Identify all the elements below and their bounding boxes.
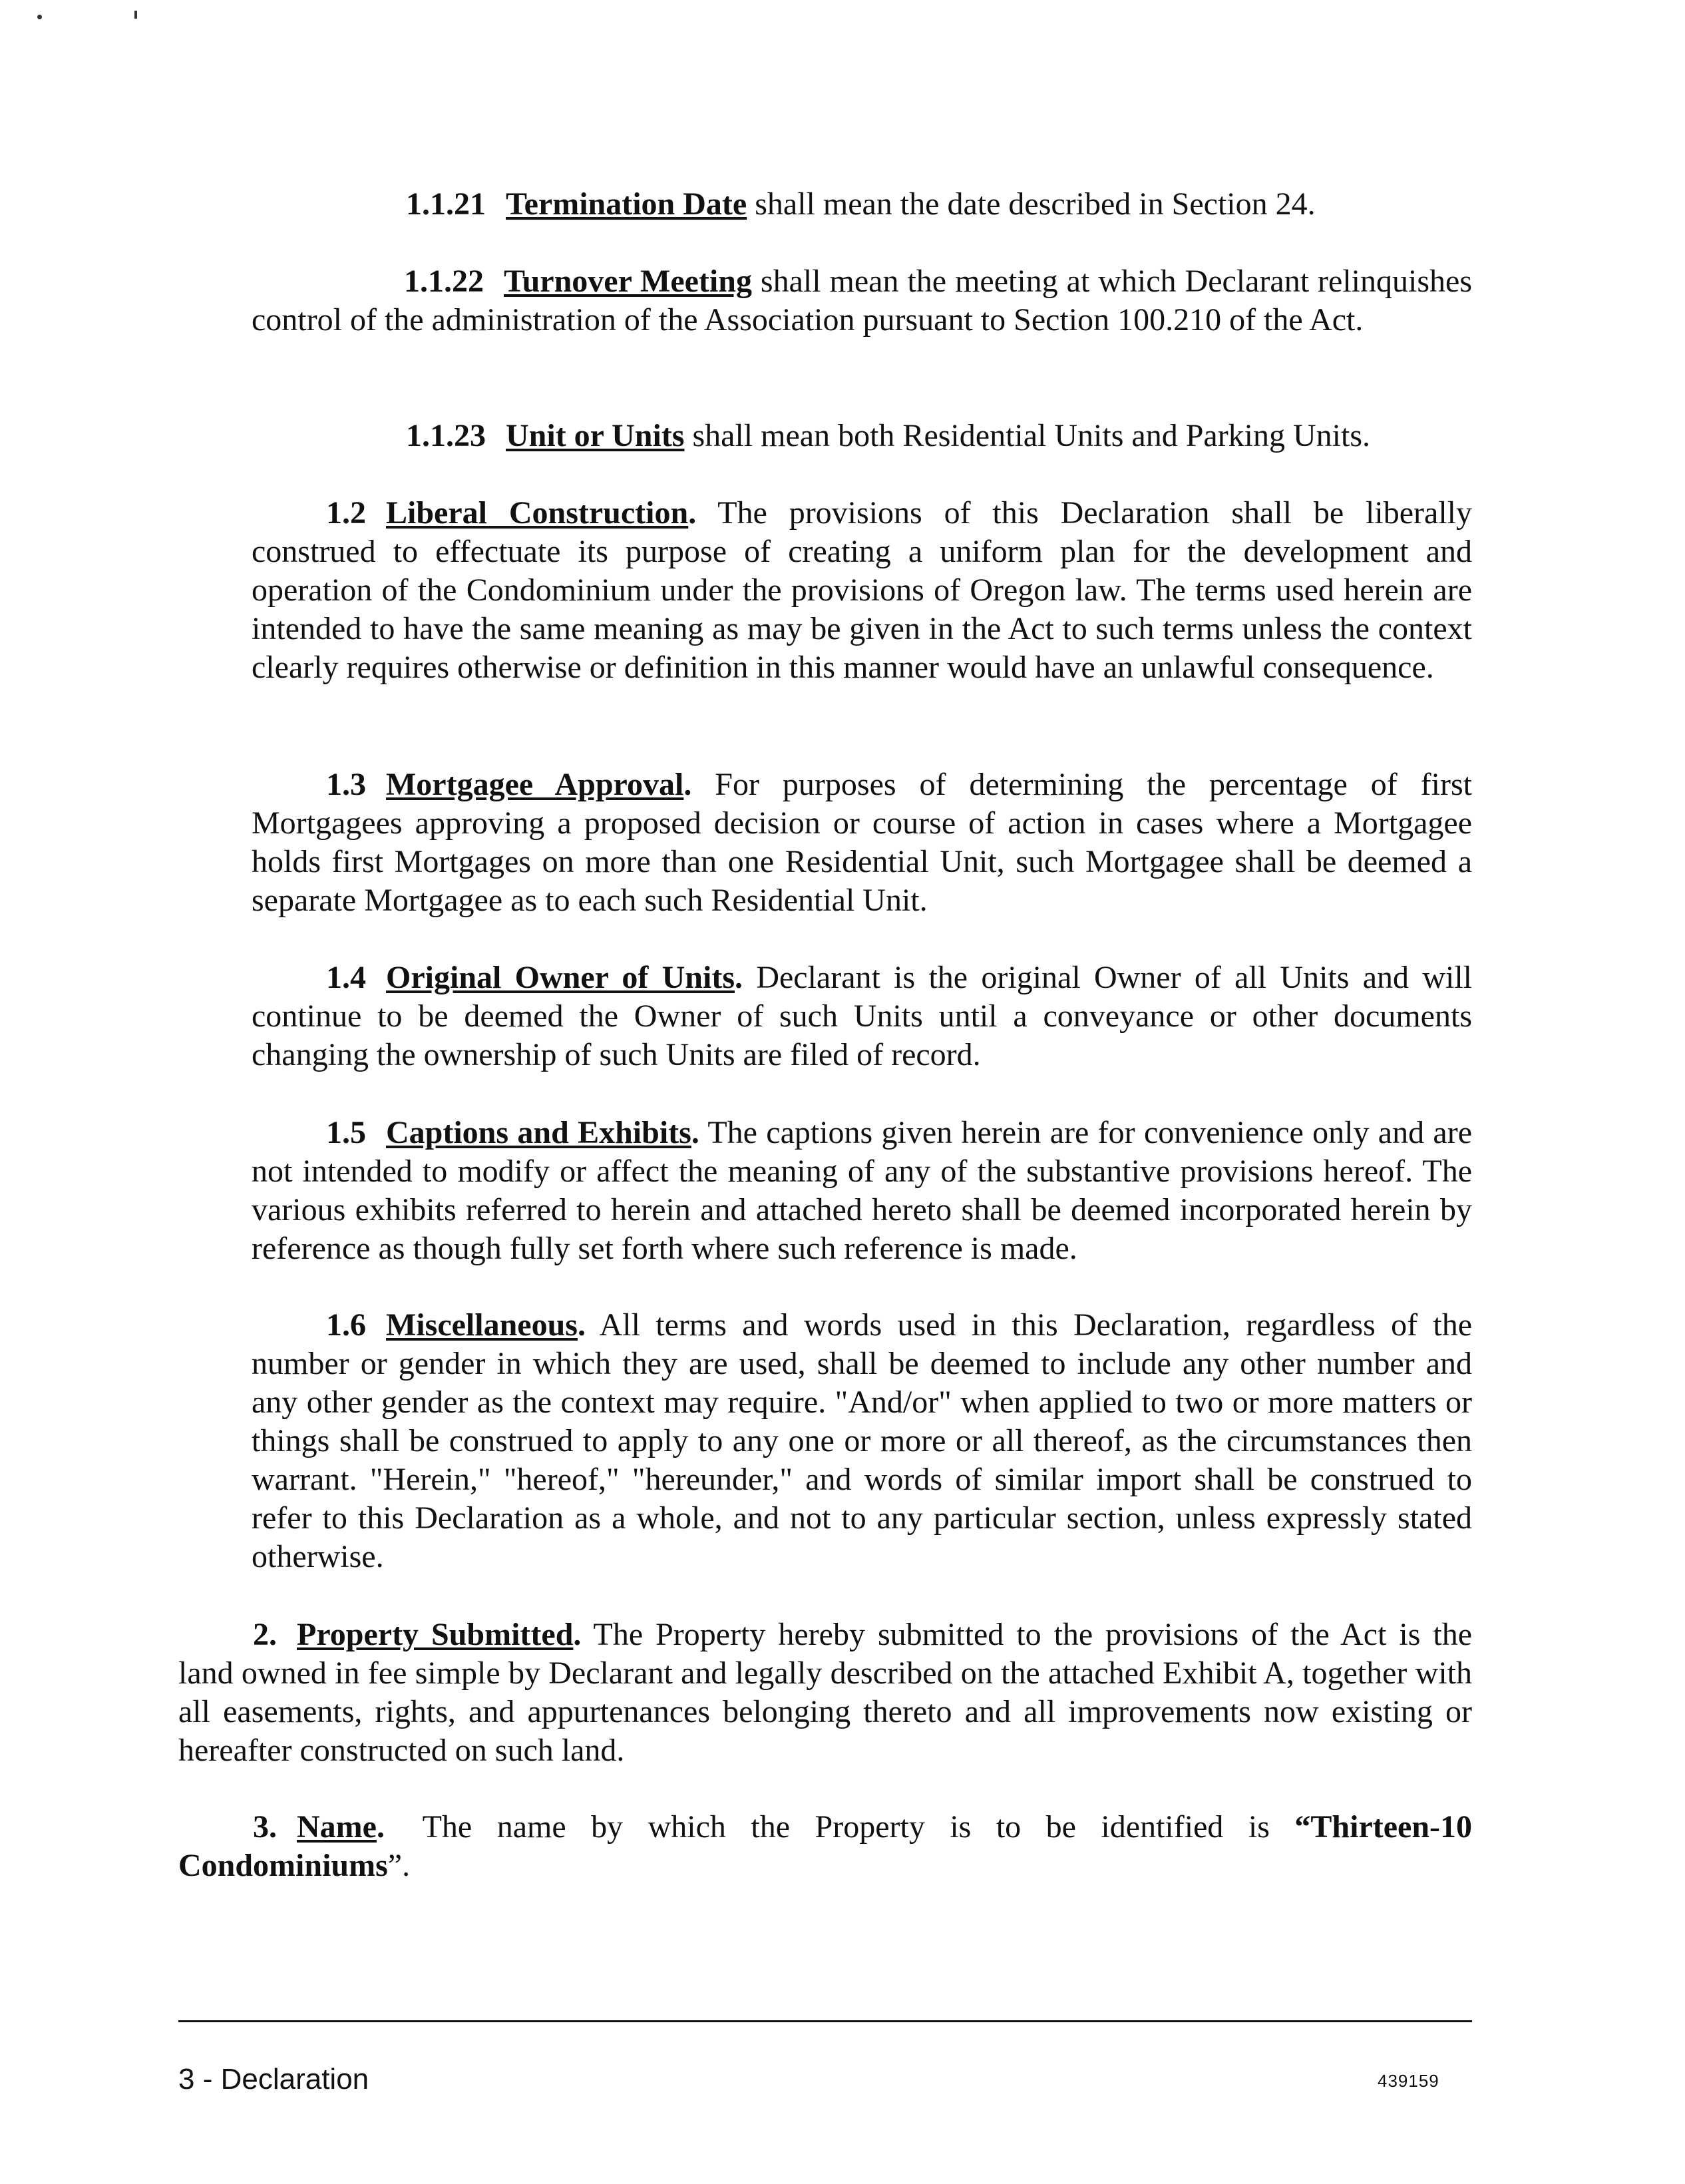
section-text: shall mean the meeting at which Declarant relinquishes control of the administration of the Association pursuant to Section 100.210 of the Act.	[252, 264, 1472, 337]
section-1-6: 1.6 Miscellaneous. All terms and words used in this Declaration, regardless of the number or gender in which they are used, shall be deemed to include any other number and any other gender as the context may require. "And/or" when applied to two or more matters or things shall be construed to apply to any one or more or all thereof, as the circumstances then warrant. "Herein," "hereof," "hereunder," and words of similar import shall be construed to refer to this Declaration as a whole, and not to any particular section, unless expressly stated otherwise.	[252, 1307, 1472, 1574]
section-1-3: 1.3 Mortgagee Approval. For purposes of determining the percentage of first Mortgagees approving a proposed decision or course of action in cases where a Mortgagee holds first Mortgages on more than one Residential Unit, such Mortgagee shall be deemed a separate Mortgagee as to each such Residential Unit.	[252, 767, 1472, 918]
section-heading: Name	[297, 1809, 377, 1845]
defined-term: Turnover Meeting	[504, 264, 752, 299]
section-number: 1.1.22	[404, 264, 484, 299]
defined-term: Termination Date	[506, 186, 747, 222]
section-number: 1.4	[326, 960, 366, 995]
section-number: 1.1.21	[406, 186, 486, 222]
section-text: shall mean the date described in Section 24.	[755, 186, 1316, 222]
section-text: For purposes of determining the percentage of first Mortgagees approving a proposed decision or course of action in cases where a Mortgagee holds first Mortgages on more than one Residential Unit, such Mortgagee shall be deemed a separate Mortgagee as to each such Residential Unit.	[252, 767, 1472, 918]
section-heading: Original Owner of Units	[386, 960, 735, 995]
section-1-4: 1.4 Original Owner of Units. Declarant is the original Owner of all Units and will continue to be deemed the Owner of such Units until a conveyance or other documents changing the ownership of such Units are filed of record.	[252, 960, 1473, 1072]
defined-term: Unit or Units	[506, 418, 685, 453]
section-text: The provisions of this Declaration shall be liberally construed to effectuate its purpose of creating a uniform plan for the development and operation of the Condominium under the provisions of Oregon law. The terms used herein are intended to have the same meaning as may be given in the Act to such terms unless the context clearly requires otherwise or definition in this manner would have an unlawful consequence.	[252, 495, 1472, 685]
scan-mark-tick	[134, 11, 137, 19]
section-text: shall mean both Residential Units and Parking Units.	[692, 418, 1371, 453]
section-number: 3.	[253, 1809, 277, 1845]
section-number: 1.5	[326, 1115, 366, 1150]
section-number: 2.	[253, 1617, 277, 1652]
closing-punctuation: ”.	[387, 1848, 411, 1883]
section-text: Declarant is the original Owner of all Units and will continue to be deemed the Owner of such Units until a conveyance or other documents changing the ownership of such Units are filed of record.	[252, 960, 1473, 1072]
footer-page-title: 3 - Declaration	[178, 2063, 369, 2095]
section-1-1-23	[406, 417, 1537, 455]
section-heading: Miscellaneous	[386, 1307, 578, 1343]
section-text: The Property hereby submitted to the provisions of the Act is the land owned in fee simple by Declarant and legally described on the attached Exhibit A, together with all easements, rights, and appurtenances belonging thereto and all improvements now existing or hereafter constructed on such land.	[178, 1617, 1473, 1768]
section-1-5: 1.5 Captions and Exhibits. The captions given herein are for convenience only and are not intended to modify or affect the meaning of any of the substantive provisions hereof. The various exhibits referred to herein and attached hereto shall be deemed incorporated herein by reference as though fully set forth where such reference is made.	[252, 1115, 1473, 1266]
section-text: The captions given herein are for convenience only and are not intended to modify or affect the meaning of any of the substantive provisions hereof. The various exhibits referred to herein and attached hereto shall be deemed incorporated herein by reference as though fully set forth where such reference is made.	[252, 1115, 1473, 1266]
section-1-1-21	[406, 185, 1537, 224]
section-number: 1.6	[326, 1307, 366, 1343]
section-heading: Captions and Exhibits	[386, 1115, 691, 1150]
section-number: 1.3	[326, 767, 366, 802]
footer-document-code: 439159	[1378, 2071, 1439, 2091]
section-text: The name by which the Property is to be identified is	[422, 1809, 1270, 1845]
section-number: 1.1.23	[406, 418, 486, 453]
section-text: All terms and words used in this Declaration, regardless of the number or gender in which they are used, shall be deemed to include any other number and any other gender as the context may require. "And/or" when applied to two or more matters or things shall be construed to apply to any one or more or all thereof, as the circumstances then warrant. "Herein," "hereof," "hereunder," and words of similar import shall be construed to refer to this Declaration as a whole, and not to any particular section, unless expressly stated otherwise.	[252, 1307, 1472, 1574]
section-1-1-22	[252, 262, 1472, 339]
section-heading: Mortgagee Approval	[386, 767, 684, 802]
section-heading: Property Submitted	[297, 1617, 574, 1652]
section-number: 1.2	[326, 495, 366, 531]
condominium-name: “Thirteen-10 Condominiums	[178, 1809, 1473, 1883]
footer-divider	[178, 2020, 1472, 2022]
section-1-2: 1.2 Liberal Construction. The provisions of this Declaration shall be liberally construed to effectuate its purpose of creating a uniform plan for the development and operation of the Condominium under the provisions of Oregon law. The terms used herein are intended to have the same meaning as may be given in the Act to such terms unless the context clearly requires otherwise or definition in this manner would have an unlawful consequence.	[252, 495, 1472, 685]
section-3: 3. Name. The name by which the Property is to be identified is “Thirteen-10 Condominiums”.	[178, 1809, 1473, 1883]
section-2: 2. Property Submitted. The Property hereby submitted to the provisions of the Act is the land owned in fee simple by Declarant and legally described on the attached Exhibit A, together with all easements, rights, and appurtenances belonging thereto and all improvements now existing or hereafter constructed on such land.	[178, 1617, 1473, 1768]
section-heading: Liberal Construction	[386, 495, 689, 531]
scan-mark-dot	[37, 15, 42, 19]
